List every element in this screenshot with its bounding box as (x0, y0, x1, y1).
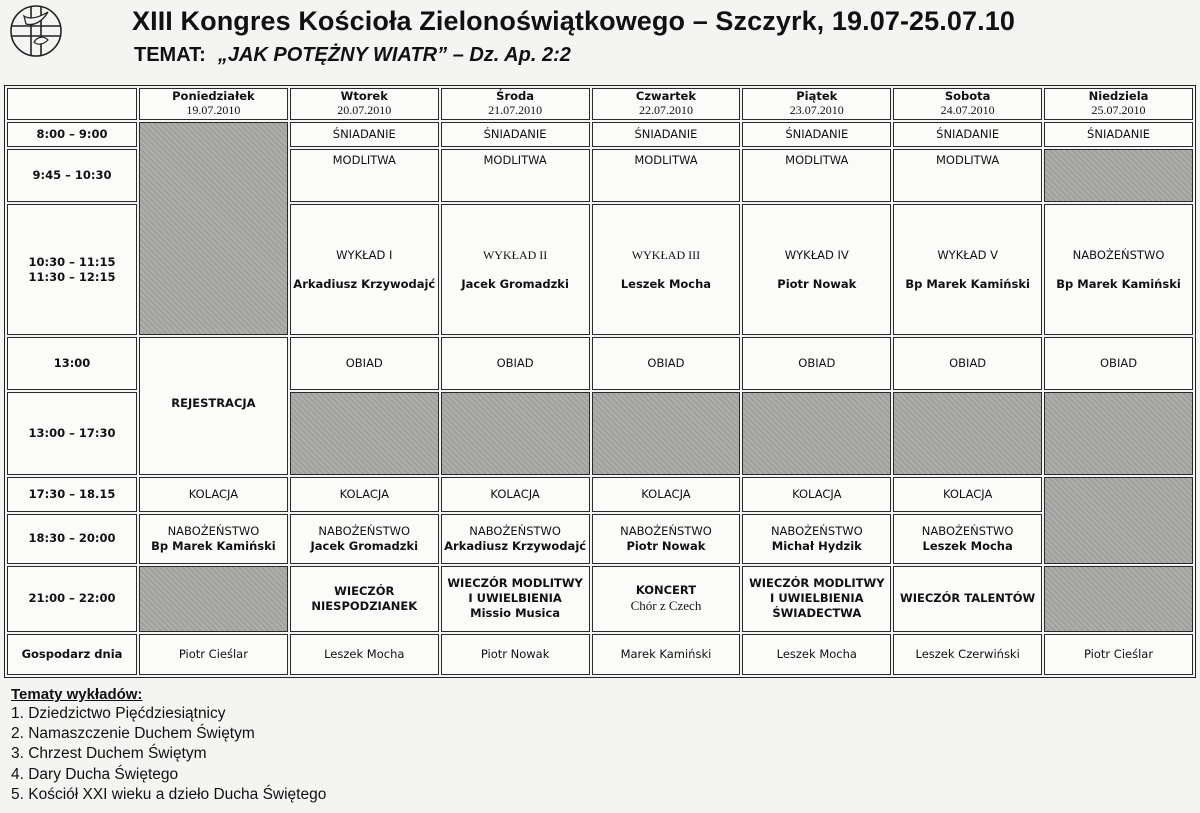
time-label: 18:30 – 20:00 (7, 514, 137, 564)
lunch-cell: OBIAD (592, 337, 741, 391)
service-speaker: Arkadiusz Krzywodajć (444, 538, 587, 553)
evening-line: WIECZÓR (334, 583, 395, 598)
lecture-cell (742, 204, 891, 334)
supper-cell: KOLACJA (139, 477, 288, 512)
day-date: 19.07.2010 (186, 103, 241, 117)
evening-line: WIECZÓR MODLITWY (447, 576, 583, 591)
prayer-cell: MODLITWA (893, 149, 1042, 203)
time-label: 13:00 – 17:30 (7, 392, 137, 475)
day-name: Wtorek (340, 89, 388, 103)
service-speaker: Piotr Nowak (626, 538, 706, 553)
empty-shaded-cell (139, 566, 288, 632)
service-cell (742, 514, 891, 564)
evening-cell (592, 566, 741, 632)
day-date: 25.07.2010 (1091, 103, 1146, 117)
evening-line: I UWIELBIENIA (468, 591, 562, 606)
supper-cell: KOLACJA (290, 477, 439, 512)
empty-shaded-cell (592, 392, 741, 475)
empty-shaded-cell (441, 392, 590, 475)
service-cell (139, 514, 288, 564)
lecture-cell (290, 204, 439, 334)
time-label: 9:45 – 10:30 (7, 149, 137, 203)
time-label: 17:30 – 18.15 (7, 477, 137, 512)
evening-line: WIECZÓR TALENTÓW (900, 591, 1036, 606)
service-label: NABOŻEŃSTWO (469, 523, 561, 538)
day-date: 24.07.2010 (940, 103, 995, 117)
day-header-row (7, 88, 1193, 120)
host-cell: Marek Kamiński (592, 634, 741, 675)
day-header (290, 88, 439, 120)
time-label: 8:00 – 9:00 (7, 122, 137, 147)
lecture-speaker: Piotr Nowak (777, 276, 857, 291)
day-header (592, 88, 741, 120)
registration-cell: REJESTRACJA (139, 337, 288, 475)
supper-cell: KOLACJA (893, 477, 1042, 512)
lecture-title: WYKŁAD I (336, 247, 393, 262)
service-cell (592, 514, 741, 564)
evening-cell (290, 566, 439, 632)
day-header (139, 88, 288, 120)
prayer-cell: MODLITWA (290, 149, 439, 203)
day-header (441, 88, 590, 120)
supper-row (7, 477, 1193, 512)
day-date: 22.07.2010 (638, 103, 693, 117)
host-cell: Leszek Mocha (290, 634, 439, 675)
theme-text: „JAK POTĘŻNY WIATR” (217, 44, 448, 66)
day-name: Środa (496, 89, 535, 103)
service-label: NABOŻEŃSTWO (620, 523, 712, 538)
day-header (742, 88, 891, 120)
breakfast-cell: ŚNIADANIE (1044, 122, 1193, 147)
time-lecture-a: 10:30 – 11:15 (28, 254, 116, 269)
theme-line (134, 44, 571, 67)
host-row (7, 634, 1193, 675)
service-label: NABOŻEŃSTWO (167, 523, 260, 538)
prayer-cell: MODLITWA (592, 149, 741, 203)
lecture-cell (441, 204, 590, 334)
day-date: 20.07.2010 (337, 103, 392, 117)
service-speaker: Michał Hydzik (771, 538, 862, 553)
breakfast-cell: ŚNIADANIE (290, 122, 439, 147)
day-date: 21.07.2010 (488, 103, 543, 117)
lecture-topics (11, 686, 326, 805)
lecture-cell (1044, 204, 1193, 334)
time-label: 13:00 (7, 337, 137, 391)
breakfast-cell: ŚNIADANIE (441, 122, 590, 147)
breakfast-cell: ŚNIADANIE (893, 122, 1042, 147)
service-label: NABOŻEŃSTWO (921, 523, 1014, 538)
day-name: Piątek (796, 89, 838, 103)
list-item: 4. Dary Ducha Świętego (11, 765, 179, 783)
day-name: Czwartek (635, 89, 697, 103)
lunch-cell: OBIAD (1044, 337, 1193, 391)
time-lecture-b: 11:30 – 12:15 (28, 269, 116, 284)
table-corner (7, 88, 137, 120)
list-item: 1. Dziedzictwo Pięćdziesiątnicy (11, 705, 226, 722)
day-name: Poniedziałek (172, 89, 255, 103)
church-logo-icon (8, 2, 64, 60)
service-speaker: Bp Marek Kamiński (151, 538, 276, 553)
evening-line: WIECZÓR MODLITWY (749, 576, 885, 591)
theme-label: TEMAT: (134, 44, 206, 66)
evening-line: KONCERT (635, 583, 697, 598)
evening-line: Missio Musica (470, 606, 561, 621)
evening-line: NIESPODZIANEK (311, 598, 418, 613)
empty-shaded-cell (1044, 149, 1193, 203)
day-name: Niedziela (1088, 89, 1149, 103)
list-item: 5. Kościół XXI wieku a dzieło Ducha Świętego (11, 785, 327, 803)
lecture-speaker: Bp Marek Kamiński (1056, 276, 1181, 291)
service-label: NABOŻEŃSTWO (318, 523, 411, 538)
lecture-speaker: Bp Marek Kamiński (905, 276, 1030, 291)
lecture-speaker: Leszek Mocha (620, 276, 712, 291)
supper-cell: KOLACJA (592, 477, 741, 512)
page-title: XIII Kongres Kościoła Zielonoświątkowego – Szczyrk, 19.07-25.07.10 (132, 6, 1015, 36)
breakfast-cell: ŚNIADANIE (742, 122, 891, 147)
lunch-cell: OBIAD (441, 337, 590, 391)
lecture-title: WYKŁAD V (937, 247, 998, 262)
empty-shaded-cell (139, 122, 288, 335)
host-cell: Piotr Cieślar (139, 634, 288, 675)
lecture-cell (592, 204, 741, 334)
day-header (1044, 88, 1193, 120)
lecture-speaker: Arkadiusz Krzywodajć (293, 276, 436, 291)
lecture-speaker: Jacek Gromadzki (461, 276, 569, 291)
evening-line: I UWIELBIENIA (770, 591, 864, 606)
breakfast-row (7, 122, 1193, 147)
breakfast-cell: ŚNIADANIE (592, 122, 741, 147)
list-item: 3. Chrzest Duchem Świętym (11, 745, 207, 763)
schedule-table (4, 85, 1196, 678)
day-date: 23.07.2010 (789, 103, 844, 117)
day-name: Sobota (944, 89, 991, 103)
evening-line: ŚWIADECTWA (772, 606, 862, 621)
lunch-row (7, 337, 1193, 391)
day-header (893, 88, 1042, 120)
lecture-title: NABOŻEŃSTWO (1072, 247, 1165, 262)
service-cell (290, 514, 439, 564)
empty-shaded-cell (290, 392, 439, 475)
topics-heading: Tematy wykładów: (11, 686, 143, 703)
empty-shaded-cell (1044, 477, 1193, 564)
empty-shaded-cell (893, 392, 1042, 475)
evening-line: Chór z Czech (630, 598, 702, 614)
evening-cell (742, 566, 891, 632)
service-speaker: Jacek Gromadzki (310, 538, 419, 553)
lunch-cell: OBIAD (742, 337, 891, 391)
lecture-title: WYKŁAD II (482, 247, 548, 262)
topics-list (11, 704, 326, 805)
evening-cell (893, 566, 1042, 632)
lecture-title: WYKŁAD III (631, 247, 701, 262)
prayer-cell: MODLITWA (742, 149, 891, 203)
host-cell: Leszek Czerwiński (893, 634, 1042, 675)
service-label: NABOŻEŃSTWO (770, 523, 863, 538)
time-label: Gospodarz dnia (7, 634, 137, 675)
empty-shaded-cell (742, 392, 891, 475)
time-label (7, 204, 137, 334)
time-label: 21:00 – 22:00 (7, 566, 137, 632)
evening-row (7, 566, 1193, 632)
supper-cell: KOLACJA (742, 477, 891, 512)
service-row (7, 514, 1193, 564)
theme-reference: – Dz. Ap. 2:2 (452, 44, 571, 66)
host-cell: Leszek Mocha (742, 634, 891, 675)
supper-cell: KOLACJA (441, 477, 590, 512)
lecture-cell (893, 204, 1042, 334)
evening-cell (441, 566, 590, 632)
host-cell: Piotr Nowak (441, 634, 590, 675)
service-cell (893, 514, 1042, 564)
service-speaker: Leszek Mocha (922, 538, 1013, 553)
lunch-cell: OBIAD (893, 337, 1042, 391)
list-item: 2. Namaszczenie Duchem Świętym (11, 725, 255, 743)
host-cell: Piotr Cieślar (1044, 634, 1193, 675)
empty-shaded-cell (1044, 566, 1193, 632)
lunch-cell: OBIAD (290, 337, 439, 391)
service-cell (441, 514, 590, 564)
lecture-title: WYKŁAD IV (784, 247, 849, 262)
empty-shaded-cell (1044, 392, 1193, 475)
prayer-cell: MODLITWA (441, 149, 590, 203)
